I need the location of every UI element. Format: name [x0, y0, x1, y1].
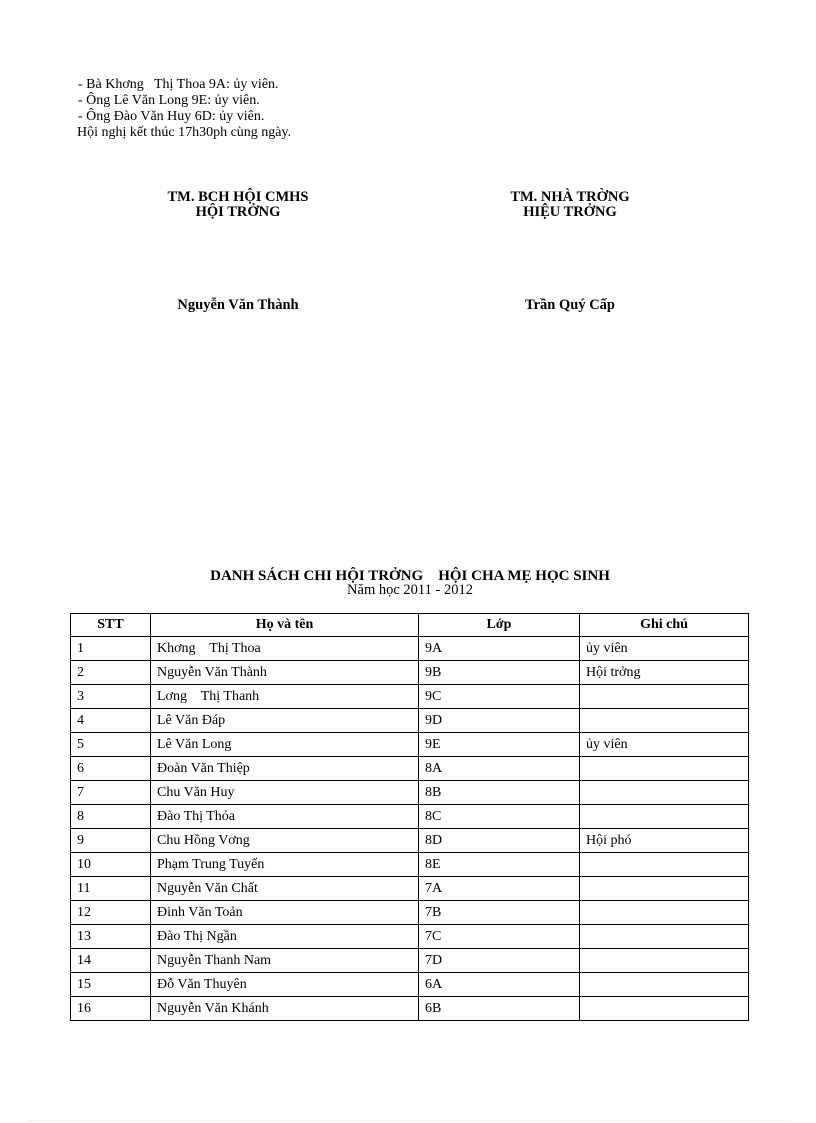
cell-note	[580, 925, 749, 949]
cell-class: 9D	[419, 709, 580, 733]
cell-note	[580, 781, 749, 805]
table-row	[71, 973, 749, 997]
cell-stt: 14	[71, 949, 151, 973]
note-line: - Ông Lê Văn Long 9E: ủy viên.	[78, 93, 260, 108]
cell-note	[580, 853, 749, 877]
cell-note	[580, 901, 749, 925]
cell-class: 7C	[419, 925, 580, 949]
table-row	[71, 685, 749, 709]
table-row	[71, 901, 749, 925]
cell-stt: 16	[71, 997, 151, 1021]
cell-note	[580, 685, 749, 709]
signer-name-right: Trần Quý Cấp	[525, 297, 615, 313]
cell-note: ủy viên	[580, 733, 749, 757]
cell-stt: 7	[71, 781, 151, 805]
cell-stt: 4	[71, 709, 151, 733]
cell-stt: 11	[71, 877, 151, 901]
signature-role: HIỆU TRỞNG	[523, 204, 617, 220]
cell-note	[580, 997, 749, 1021]
cell-name: Nguyễn Văn Khánh	[151, 997, 419, 1021]
table-row	[71, 661, 749, 685]
table-row	[71, 757, 749, 781]
cell-class: 9E	[419, 733, 580, 757]
cell-stt: 12	[71, 901, 151, 925]
table-row	[71, 781, 749, 805]
cell-stt: 3	[71, 685, 151, 709]
cell-stt: 5	[71, 733, 151, 757]
cell-note: Hội trởng	[580, 661, 749, 685]
meeting-notes	[78, 77, 291, 141]
table-header-row	[71, 614, 749, 637]
cell-name: Phạm Trung Tuyến	[151, 853, 419, 877]
cell-note	[580, 757, 749, 781]
cell-name: Nguyễn Văn Chất	[151, 877, 419, 901]
cell-name: Lê Văn Long	[151, 733, 419, 757]
cell-class: 8A	[419, 757, 580, 781]
cell-class: 8D	[419, 829, 580, 853]
signer-name-left: Nguyễn Văn Thành	[177, 297, 299, 313]
table-row	[71, 949, 749, 973]
cell-class: 6A	[419, 973, 580, 997]
cell-class: 8E	[419, 853, 580, 877]
cell-stt: 6	[71, 757, 151, 781]
cell-name: Đào Thị Ngần	[151, 925, 419, 949]
table-row	[71, 925, 749, 949]
header-note: Ghi chú	[580, 614, 749, 637]
cell-name: Nguyễn Thanh Nam	[151, 949, 419, 973]
cell-note	[580, 805, 749, 829]
cell-name: Đinh Văn Toản	[151, 901, 419, 925]
header-name: Họ và tên	[151, 614, 419, 637]
cell-name: Chu Hồng Vơng	[151, 829, 419, 853]
table-row	[71, 997, 749, 1021]
cell-note	[580, 877, 749, 901]
cell-stt: 10	[71, 853, 151, 877]
cell-note	[580, 709, 749, 733]
table-row	[71, 877, 749, 901]
cell-name: Đỗ Văn Thuyên	[151, 973, 419, 997]
cell-name: Khơng Thị Thoa	[151, 637, 419, 661]
cell-class: 8B	[419, 781, 580, 805]
list-subtitle: Năm học 2011 - 2012	[347, 582, 473, 598]
cell-stt: 9	[71, 829, 151, 853]
cell-class: 6B	[419, 997, 580, 1021]
cell-note: ủy viên	[580, 637, 749, 661]
cell-class: 7D	[419, 949, 580, 973]
cell-note	[580, 949, 749, 973]
cell-name: Đoàn Văn Thiệp	[151, 757, 419, 781]
signature-org: TM. BCH HỘI CMHS	[167, 189, 309, 205]
table-row	[71, 733, 749, 757]
members-table	[70, 613, 749, 1021]
cell-stt: 2	[71, 661, 151, 685]
cell-stt: 15	[71, 973, 151, 997]
cell-class: 9A	[419, 637, 580, 661]
closing-line: Hội nghị kết thúc 17h30ph cùng ngày.	[77, 125, 292, 140]
list-title: DANH SÁCH CHI HỘI TRỞNG HỘI CHA MẸ HỌC SINH	[210, 568, 610, 584]
table-row	[71, 805, 749, 829]
cell-name: Lê Văn Đáp	[151, 709, 419, 733]
cell-class: 9C	[419, 685, 580, 709]
table-row	[71, 829, 749, 853]
signature-org: TM. NHÀ TRỜNG	[510, 189, 630, 205]
cell-name: Lơng Thị Thanh	[151, 685, 419, 709]
table-row	[71, 637, 749, 661]
cell-name: Nguyễn Văn Thành	[151, 661, 419, 685]
cell-note: Hội phó	[580, 829, 749, 853]
header-stt: STT	[71, 614, 151, 637]
note-line: - Bà Khơng Thị Thoa 9A: ủy viên.	[78, 77, 279, 92]
cell-stt: 8	[71, 805, 151, 829]
cell-name: Đào Thị Thỏa	[151, 805, 419, 829]
signature-block-left	[138, 190, 338, 220]
cell-note	[580, 973, 749, 997]
table-row	[71, 853, 749, 877]
cell-name: Chu Văn Huy	[151, 781, 419, 805]
cell-class: 7A	[419, 877, 580, 901]
cell-stt: 13	[71, 925, 151, 949]
note-line: - Ông Đào Văn Huy 6D: ủy viên.	[78, 109, 265, 124]
table-row	[71, 709, 749, 733]
cell-class: 8C	[419, 805, 580, 829]
cell-class: 9B	[419, 661, 580, 685]
cell-class: 7B	[419, 901, 580, 925]
cell-stt: 1	[71, 637, 151, 661]
page-edge-divider	[28, 1120, 788, 1121]
header-class: Lớp	[419, 614, 580, 637]
signature-role: HỘI TRỞNG	[195, 204, 281, 220]
signature-block-right	[470, 190, 670, 220]
